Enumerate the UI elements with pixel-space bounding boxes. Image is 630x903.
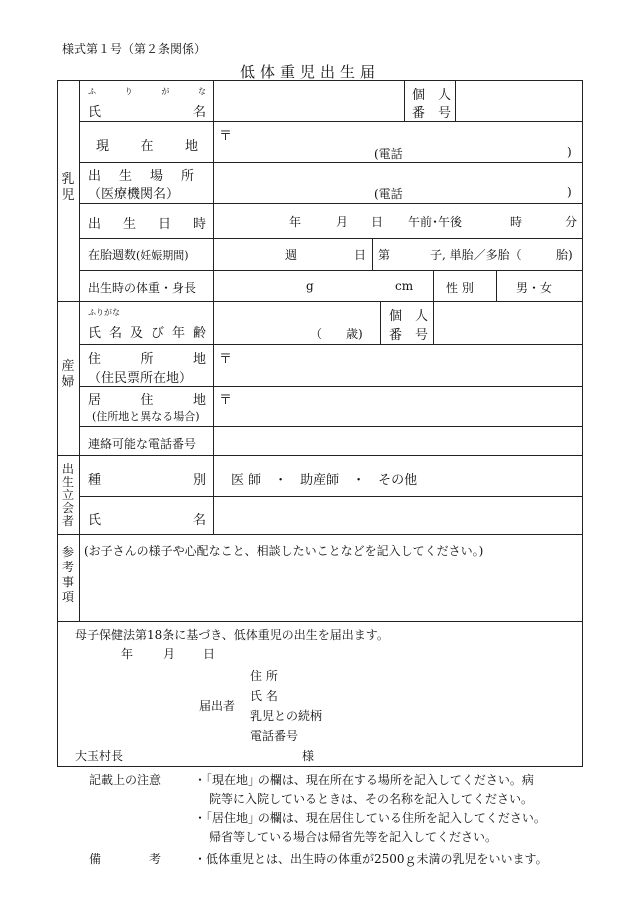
birth-place-sub-label: （医療機関名） (88, 187, 180, 202)
mother-furigana: ふりがな (88, 308, 120, 317)
phone-label-2: (電話 (374, 187, 403, 201)
gestation-label: 在胎週数(妊娠期間) (88, 248, 189, 262)
section-notes: 参考事項 (61, 545, 74, 604)
attendant-name-label: 氏名 (88, 513, 206, 528)
applicant-label: 届出者 (199, 699, 236, 713)
declaration-statement: 母子保健法第18条に基づき、低体重児の出生を届出ます。 (75, 628, 389, 642)
page-title: 低体重児出生届 (240, 63, 381, 81)
notes-prompt: (お子さんの様子や心配なこと、相談したいことなどを記入してください。) (84, 544, 484, 558)
mother-residence-label: 居住地 (88, 393, 206, 408)
infant-name-label: 氏名 (88, 105, 206, 120)
infant-personal-no-label-1: 個 人 (412, 88, 452, 103)
weight-label: 出生時の体重・身長 (88, 281, 197, 295)
mother-name-age-label: 氏名及び年齢 (88, 326, 206, 341)
contact-phone-label: 連絡可能な電話番号 (88, 437, 197, 451)
addressee: 大玉村長 (75, 749, 124, 763)
section-mother: 産婦 (61, 359, 75, 390)
form-number: 様式第１号（第２条関係） (62, 42, 207, 56)
attendant-types: 医 師 ・ 助産師 ・ その他 (231, 473, 418, 488)
sex-options: 男・女 (516, 281, 553, 295)
mother-address-label: 住所地 (88, 352, 206, 367)
section-attendant: 出生立会者 (61, 462, 74, 528)
infant-personal-no-label-2: 番 号 (412, 106, 452, 121)
section-infant: 乳児 (61, 172, 75, 203)
birth-datetime-label: 出生日時 (88, 217, 206, 232)
sex-label: 性 別 (446, 281, 474, 295)
cautions-label: 記載上の注意 (89, 773, 162, 787)
remarks-label: 備 考 (89, 852, 162, 866)
mother-age: （ 歳) (310, 327, 363, 341)
postal-mark: 〒 (219, 129, 233, 144)
attendant-type-label: 種別 (88, 473, 206, 488)
infant-furigana: ふ り が な (88, 87, 206, 96)
label-divider (213, 80, 214, 534)
infant-address-label: 現在地 (96, 139, 198, 154)
birth-place-label: 出生場所 (88, 169, 194, 184)
phone-label: (電話 (374, 147, 403, 161)
